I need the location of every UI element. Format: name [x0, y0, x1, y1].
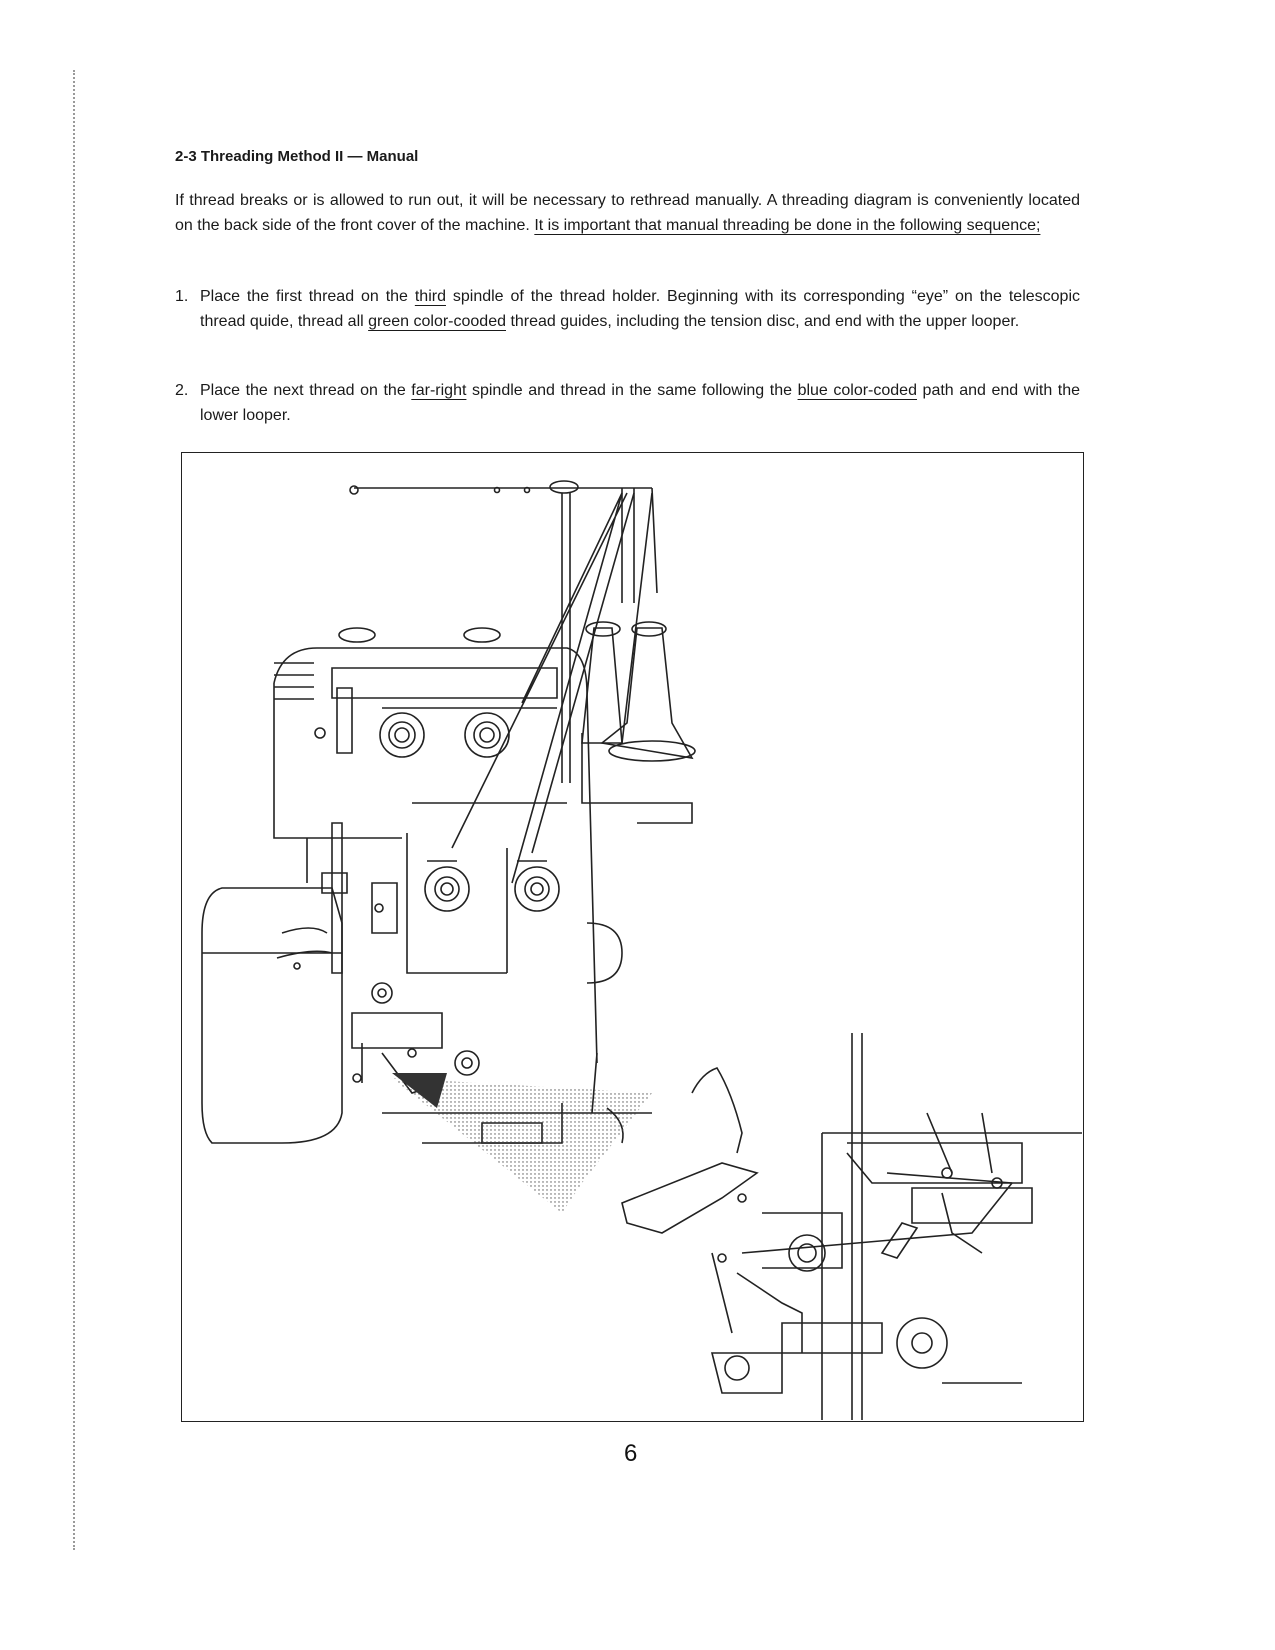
step-text-part: thread guides, including the tension disc, and end with the upper looper.	[506, 313, 1020, 330]
front-cover	[202, 888, 342, 1143]
machine-upper-body	[274, 648, 597, 1063]
serger-machine-illustration	[182, 453, 1082, 1420]
intro-paragraph	[175, 188, 1080, 238]
intro-underlined-text: It is important that manual threading be done in the following sequence;	[534, 217, 1041, 234]
step-underlined: far-right	[411, 382, 467, 399]
step-text-part: Place the next thread on the	[200, 382, 412, 399]
step-2	[175, 378, 1080, 428]
page-number: 6	[624, 1440, 638, 1467]
step-text	[200, 284, 1080, 334]
step-number: 2.	[175, 382, 189, 399]
threading-figure	[181, 452, 1084, 1422]
intro-text: If thread breaks or is allowed to run out, it will be necessary to rethread manually. A threading diagram is conveniently located on the back side of the front cover of the machine.	[175, 192, 1080, 234]
step-underlined: third	[414, 288, 446, 305]
section-title: 2-3 Threading Method II — Manual	[175, 148, 419, 165]
step-text-part: path and end with the lower looper.	[200, 382, 1081, 424]
step-number: 1.	[175, 288, 189, 305]
step-text	[200, 378, 1080, 428]
step-text-part: Place the first thread on the	[200, 288, 415, 305]
thread-guide-pole	[562, 493, 570, 783]
binding-edge	[73, 70, 77, 1550]
looper-closeup-inset	[622, 1033, 1082, 1420]
thread-spools	[339, 622, 695, 761]
step-underlined: blue color-coded	[797, 382, 917, 399]
step-text-part: spindle of the thread holder. Beginning with its corresponding “eye” on the telescopic thread quide, thread all	[200, 288, 1080, 330]
step-1	[175, 284, 1080, 334]
step-text-part: spindle and thread in the same following the	[466, 382, 798, 399]
step-underlined: green color-cooded	[368, 313, 506, 330]
